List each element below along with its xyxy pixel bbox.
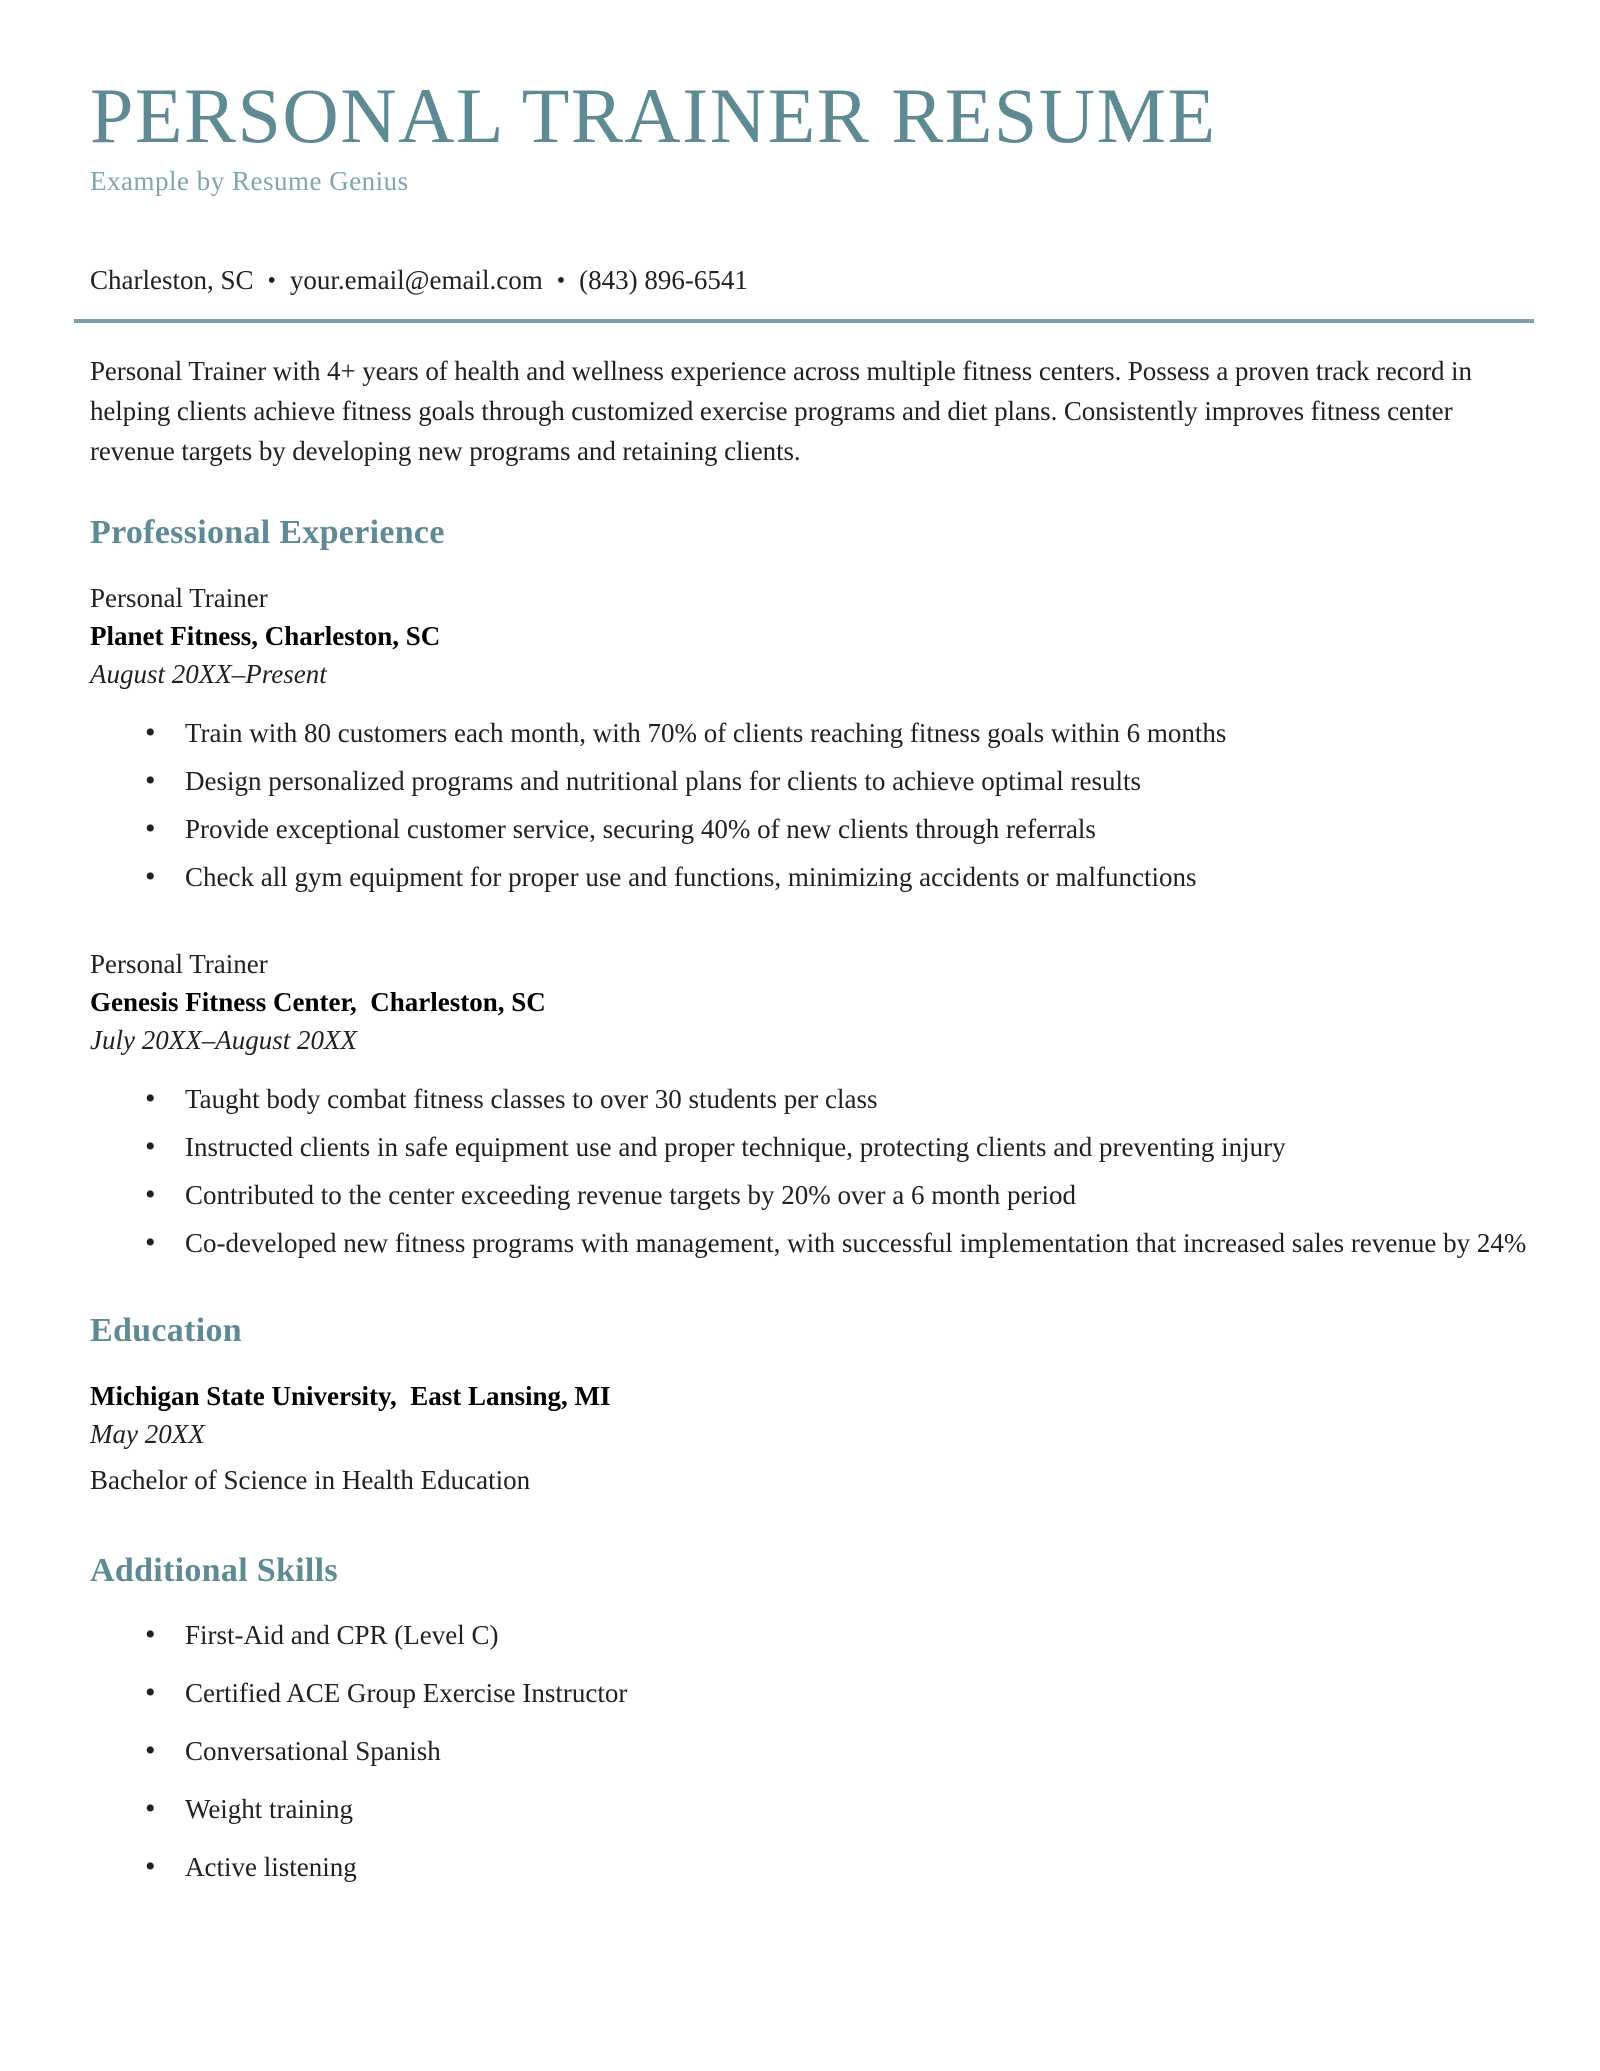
section-heading-education: Education <box>90 1312 242 1349</box>
bullet-item: • Instructed clients in safe equipment use and proper technique, protecting clients and preventing injury <box>90 1127 1534 1167</box>
contact-separator: • <box>556 268 566 294</box>
header-divider <box>74 319 1534 323</box>
contact-line <box>90 260 1534 301</box>
skills-list <box>90 1615 1534 1887</box>
job-bullet-list <box>90 1079 1534 1263</box>
summary-paragraph: Personal Trainer with 4+ years of health and wellness experience across multiple fitness centers. Possess a proven track record in helping clients achieve fitness goals through customized exercise programs and diet plans. Consistently improves fitness center revenue targets by developing new programs and retaining clients. <box>90 356 1472 466</box>
bullet-item: • Design personalized programs and nutritional plans for clients to achieve optimal results <box>90 761 1534 801</box>
bullet-item: • Co-developed new fitness programs with management, with successful implementation that increased sales revenue by 24% <box>90 1223 1534 1263</box>
contact-location: Charleston, SC <box>90 265 254 295</box>
resume-title: PERSONAL TRAINER RESUME <box>90 72 1217 159</box>
skill-item: • Active listening <box>90 1847 1534 1887</box>
resume-subtitle: Example by Resume Genius <box>90 166 409 196</box>
bullet-item: • Train with 80 customers each month, with 70% of clients reaching fitness goals within 6 months <box>90 713 1534 753</box>
section-heading-experience: Professional Experience <box>90 514 445 551</box>
job-dates: July 20XX–August 20XX <box>90 1025 357 1055</box>
bullet-item: • Taught body combat fitness classes to over 30 students per class <box>90 1079 1534 1119</box>
education-degree: Bachelor of Science in Health Education <box>90 1465 531 1495</box>
education-date: May 20XX <box>90 1419 205 1449</box>
bullet-item: • Contributed to the center exceeding revenue targets by 20% over a 6 month period <box>90 1175 1534 1215</box>
bullet-item: • Provide exceptional customer service, securing 40% of new clients through referrals <box>90 809 1534 849</box>
contact-email: your.email@email.com <box>289 265 543 295</box>
skill-item: • First-Aid and CPR (Level C) <box>90 1615 1534 1655</box>
section-heading-skills: Additional Skills <box>90 1552 338 1589</box>
job-bullet-list <box>90 713 1534 897</box>
job-title: Personal Trainer <box>90 583 268 613</box>
job-company: Planet Fitness, Charleston, SC <box>90 621 441 651</box>
job-dates: August 20XX–Present <box>90 659 327 689</box>
contact-separator: • <box>267 268 276 294</box>
bullet-item: • Check all gym equipment for proper use and functions, minimizing accidents or malfunctions <box>90 857 1534 897</box>
contact-phone: (843) 896-6541 <box>579 265 748 295</box>
job-entry <box>90 579 1534 897</box>
job-title: Personal Trainer <box>90 949 268 979</box>
education-school: Michigan State University, East Lansing, MI <box>90 1381 611 1411</box>
skill-item: • Weight training <box>90 1789 1534 1829</box>
job-company: Genesis Fitness Center, Charleston, SC <box>90 987 546 1017</box>
education-entry <box>90 1377 1534 1499</box>
skill-item: • Certified ACE Group Exercise Instructor <box>90 1673 1534 1713</box>
job-entry <box>90 945 1534 1263</box>
skill-item: • Conversational Spanish <box>90 1731 1534 1771</box>
